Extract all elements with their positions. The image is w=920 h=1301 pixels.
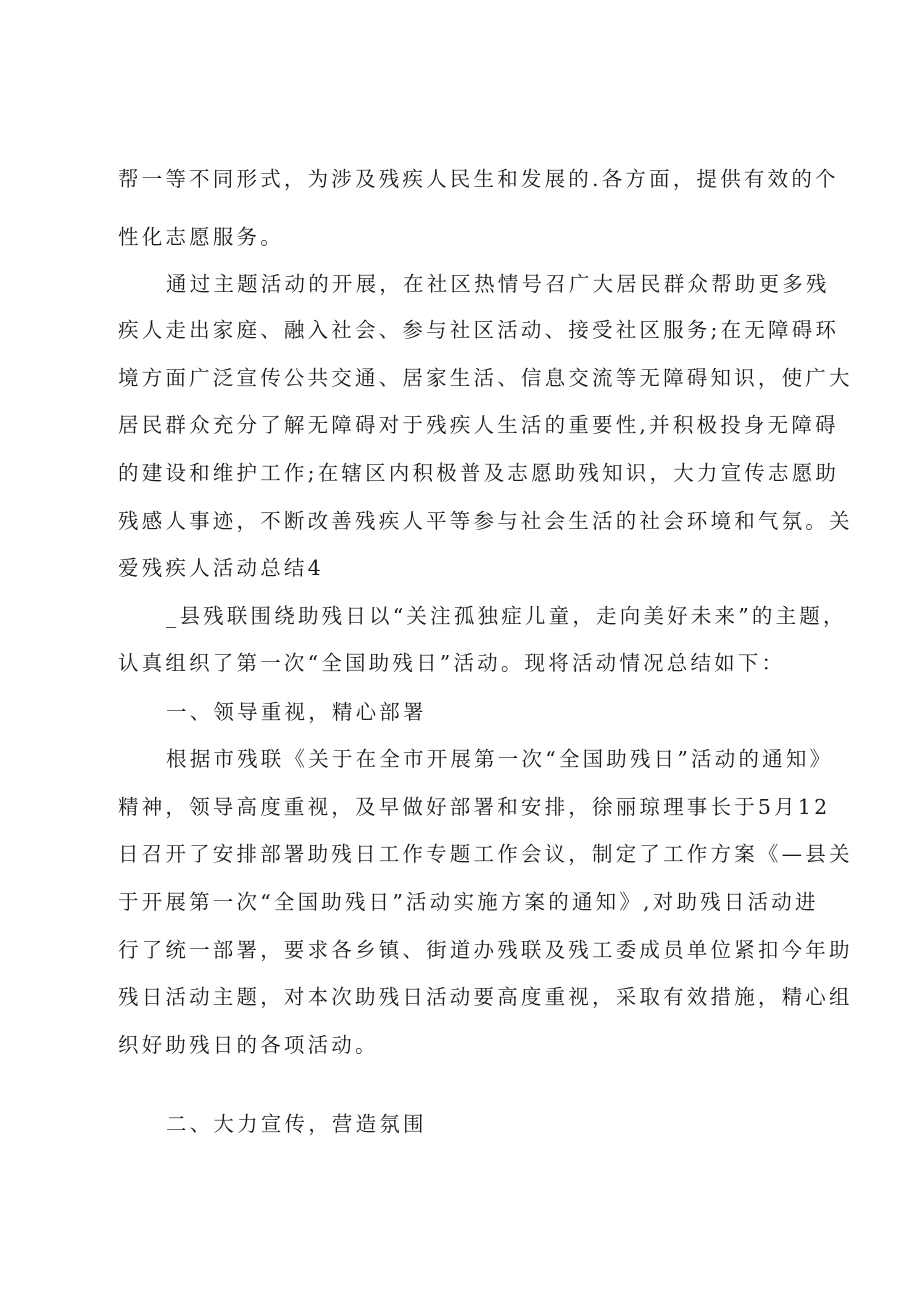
- paragraph-line: 通过主题活动的开展，在社区热情号召广大居民群众帮助更多残: [166, 272, 830, 296]
- paragraph-line: 帮一等不同形式，为涉及残疾人民生和发展的.各方面，提供有效的个: [118, 167, 839, 191]
- paragraph-line: 残日活动主题，对本次助残日活动要高度重视，采取有效措施，精心组: [118, 985, 853, 1009]
- section-title-line: 爱残疾人活动总结4: [118, 556, 324, 580]
- paragraph-line: 境方面广泛宣传公共交通、居家生活、信息交流等无障碍知识，使广大: [118, 366, 853, 390]
- paragraph-line: 根据市残联《关于在全市开展第一次“全国助残日”活动的通知》: [166, 747, 834, 771]
- paragraph-line: 行了统一部署，要求各乡镇、街道办残联及残工委成员单位紧扣今年助: [118, 938, 853, 962]
- paragraph-line: 的建设和维护工作;在辖区内积极普及志愿助残知识，大力宣传志愿助: [118, 461, 840, 485]
- paragraph-line: 织好助残日的各项活动。: [118, 1033, 379, 1057]
- paragraph-line: 于开展第一次“全国助残日”活动实施方案的通知》,对助残日活动进: [118, 890, 819, 914]
- paragraph-line: 性化志愿服务。: [118, 225, 284, 249]
- paragraph-line: 认真组织了第一次“全国助残日”活动。现将活动情况总结如下：: [118, 651, 786, 675]
- paragraph-line: 居民群众充分了解无障碍对于残疾人生活的重要性,并积极投身无障碍: [118, 413, 839, 437]
- paragraph-line: 残感人事迹，不断改善残疾人平等参与社会生活的社会环境和气氛。关: [118, 509, 853, 533]
- paragraph-line: 日召开了安排部署助残日工作专题工作会议，制定了工作方案《—县关: [118, 842, 853, 866]
- section-heading: 二、大力宣传，营造氛围: [166, 1112, 427, 1136]
- section-heading: 一、领导重视，精心部署: [166, 700, 427, 724]
- paragraph-line: _县残联围绕助残日以“关注孤独症儿童，走向美好未来”的主题，: [166, 604, 847, 628]
- paragraph-line: 精神，领导高度重视，及早做好部署和安排，徐丽琼理事长于5月12: [118, 795, 831, 819]
- paragraph-line: 疾人走出家庭、融入社会、参与社区活动、接受社区服务;在无障碍环: [118, 318, 840, 342]
